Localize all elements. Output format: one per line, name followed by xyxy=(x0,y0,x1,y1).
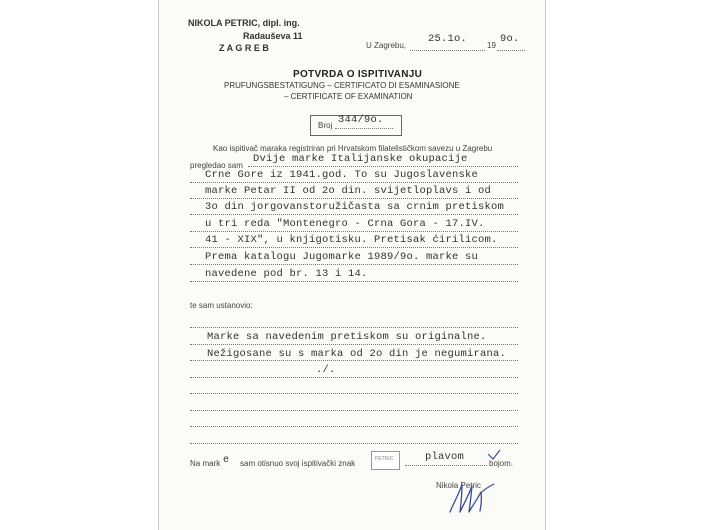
dotline xyxy=(190,426,518,427)
year-dotline xyxy=(497,50,525,51)
document-title: POTVRDA O ISPITIVANJU xyxy=(293,69,423,80)
dotline xyxy=(190,182,518,183)
dotline xyxy=(190,198,518,199)
dotline xyxy=(190,264,518,265)
dotline xyxy=(190,344,518,345)
dotline xyxy=(190,360,518,361)
issuer-street: Radauševa 11 xyxy=(243,31,303,41)
broj-dotline xyxy=(335,128,393,129)
examined-line-1: Dvije marke Italijanske okupacije xyxy=(253,153,468,165)
dotline xyxy=(190,377,518,378)
established-line-1: Marke sa navedenim pretiskom su originalne. xyxy=(207,331,487,343)
examined-line-7: Prema katalogu Jugomarke 1989/9o. marke su xyxy=(205,251,479,263)
dotline xyxy=(190,247,518,248)
broj-value: 344/9o. xyxy=(338,114,384,126)
examined-line-3: marke Petar II od 2o din. svijetloplavs i od xyxy=(205,185,492,197)
date-dotline xyxy=(410,50,485,51)
established-label: te sam ustanovio: xyxy=(190,301,253,310)
dotline xyxy=(190,231,518,232)
dotline xyxy=(190,410,518,411)
issuer-city: Z A G R E B xyxy=(219,43,269,53)
date-prefix: U Zagrebu, xyxy=(366,41,407,50)
footer-end: bojom. xyxy=(489,459,514,468)
dotline xyxy=(190,393,518,394)
established-line-3: ./. xyxy=(316,364,336,376)
established-line-2: Nežigosane su s marka od 2o din je negumirana. xyxy=(207,348,507,360)
examined-line-4: 3o din jorgovanstoružičasta sa crnim pretiskom xyxy=(205,201,505,213)
examined-line-6: 41 - XIX", u knjigotisku. Pretisak ćirilicom. xyxy=(205,234,498,246)
date-year-suffix: 9o. xyxy=(500,33,520,45)
footer-suffix-e: e xyxy=(223,455,230,466)
examined-label: pregledao sam xyxy=(190,161,243,170)
document-subtitle-1: PRUFUNGSBESTATIGUNG – CERTIFICATO DI ESAMINASIONE xyxy=(224,81,460,90)
examined-line-2: Crne Gore iz 1941.god. To su Jugoslavenske xyxy=(205,169,479,181)
dotline xyxy=(248,166,518,167)
intro-text: Kao ispitivač maraka registriran pri Hrvatskom filatelističkom savezu u Zagrebu xyxy=(213,144,493,153)
document-subtitle-2: – CERTIFICATE OF EXAMINATION xyxy=(284,92,413,101)
ink-colour: plavom xyxy=(425,451,465,463)
stamp-text: PETRIC xyxy=(375,456,394,462)
issuer-name: NIKOLA PETRIC, dipl. ing. xyxy=(188,18,300,28)
broj-label: Broj xyxy=(318,121,333,130)
date-year-prefix: 19 xyxy=(487,41,496,50)
examined-line-5: u tri reda "Montenegro - Crna Gora - 17.IV. xyxy=(205,218,485,230)
dotline xyxy=(190,281,518,282)
stamp-box xyxy=(371,451,400,470)
dotline xyxy=(190,214,518,215)
ink-dotline xyxy=(405,465,487,466)
ink-check-mark xyxy=(486,448,502,462)
dotline xyxy=(190,327,518,328)
dotline xyxy=(190,443,518,444)
examined-line-8: navedene pod br. 13 i 14. xyxy=(205,268,368,280)
footer-middle: sam otisnuo svoj ispitivački znak xyxy=(240,459,356,468)
signature-name: Nikola Petric xyxy=(436,481,481,490)
handwritten-signature xyxy=(440,478,500,518)
date-day-month: 25.1o. xyxy=(428,33,468,45)
footer-prefix: Na mark xyxy=(190,459,221,468)
